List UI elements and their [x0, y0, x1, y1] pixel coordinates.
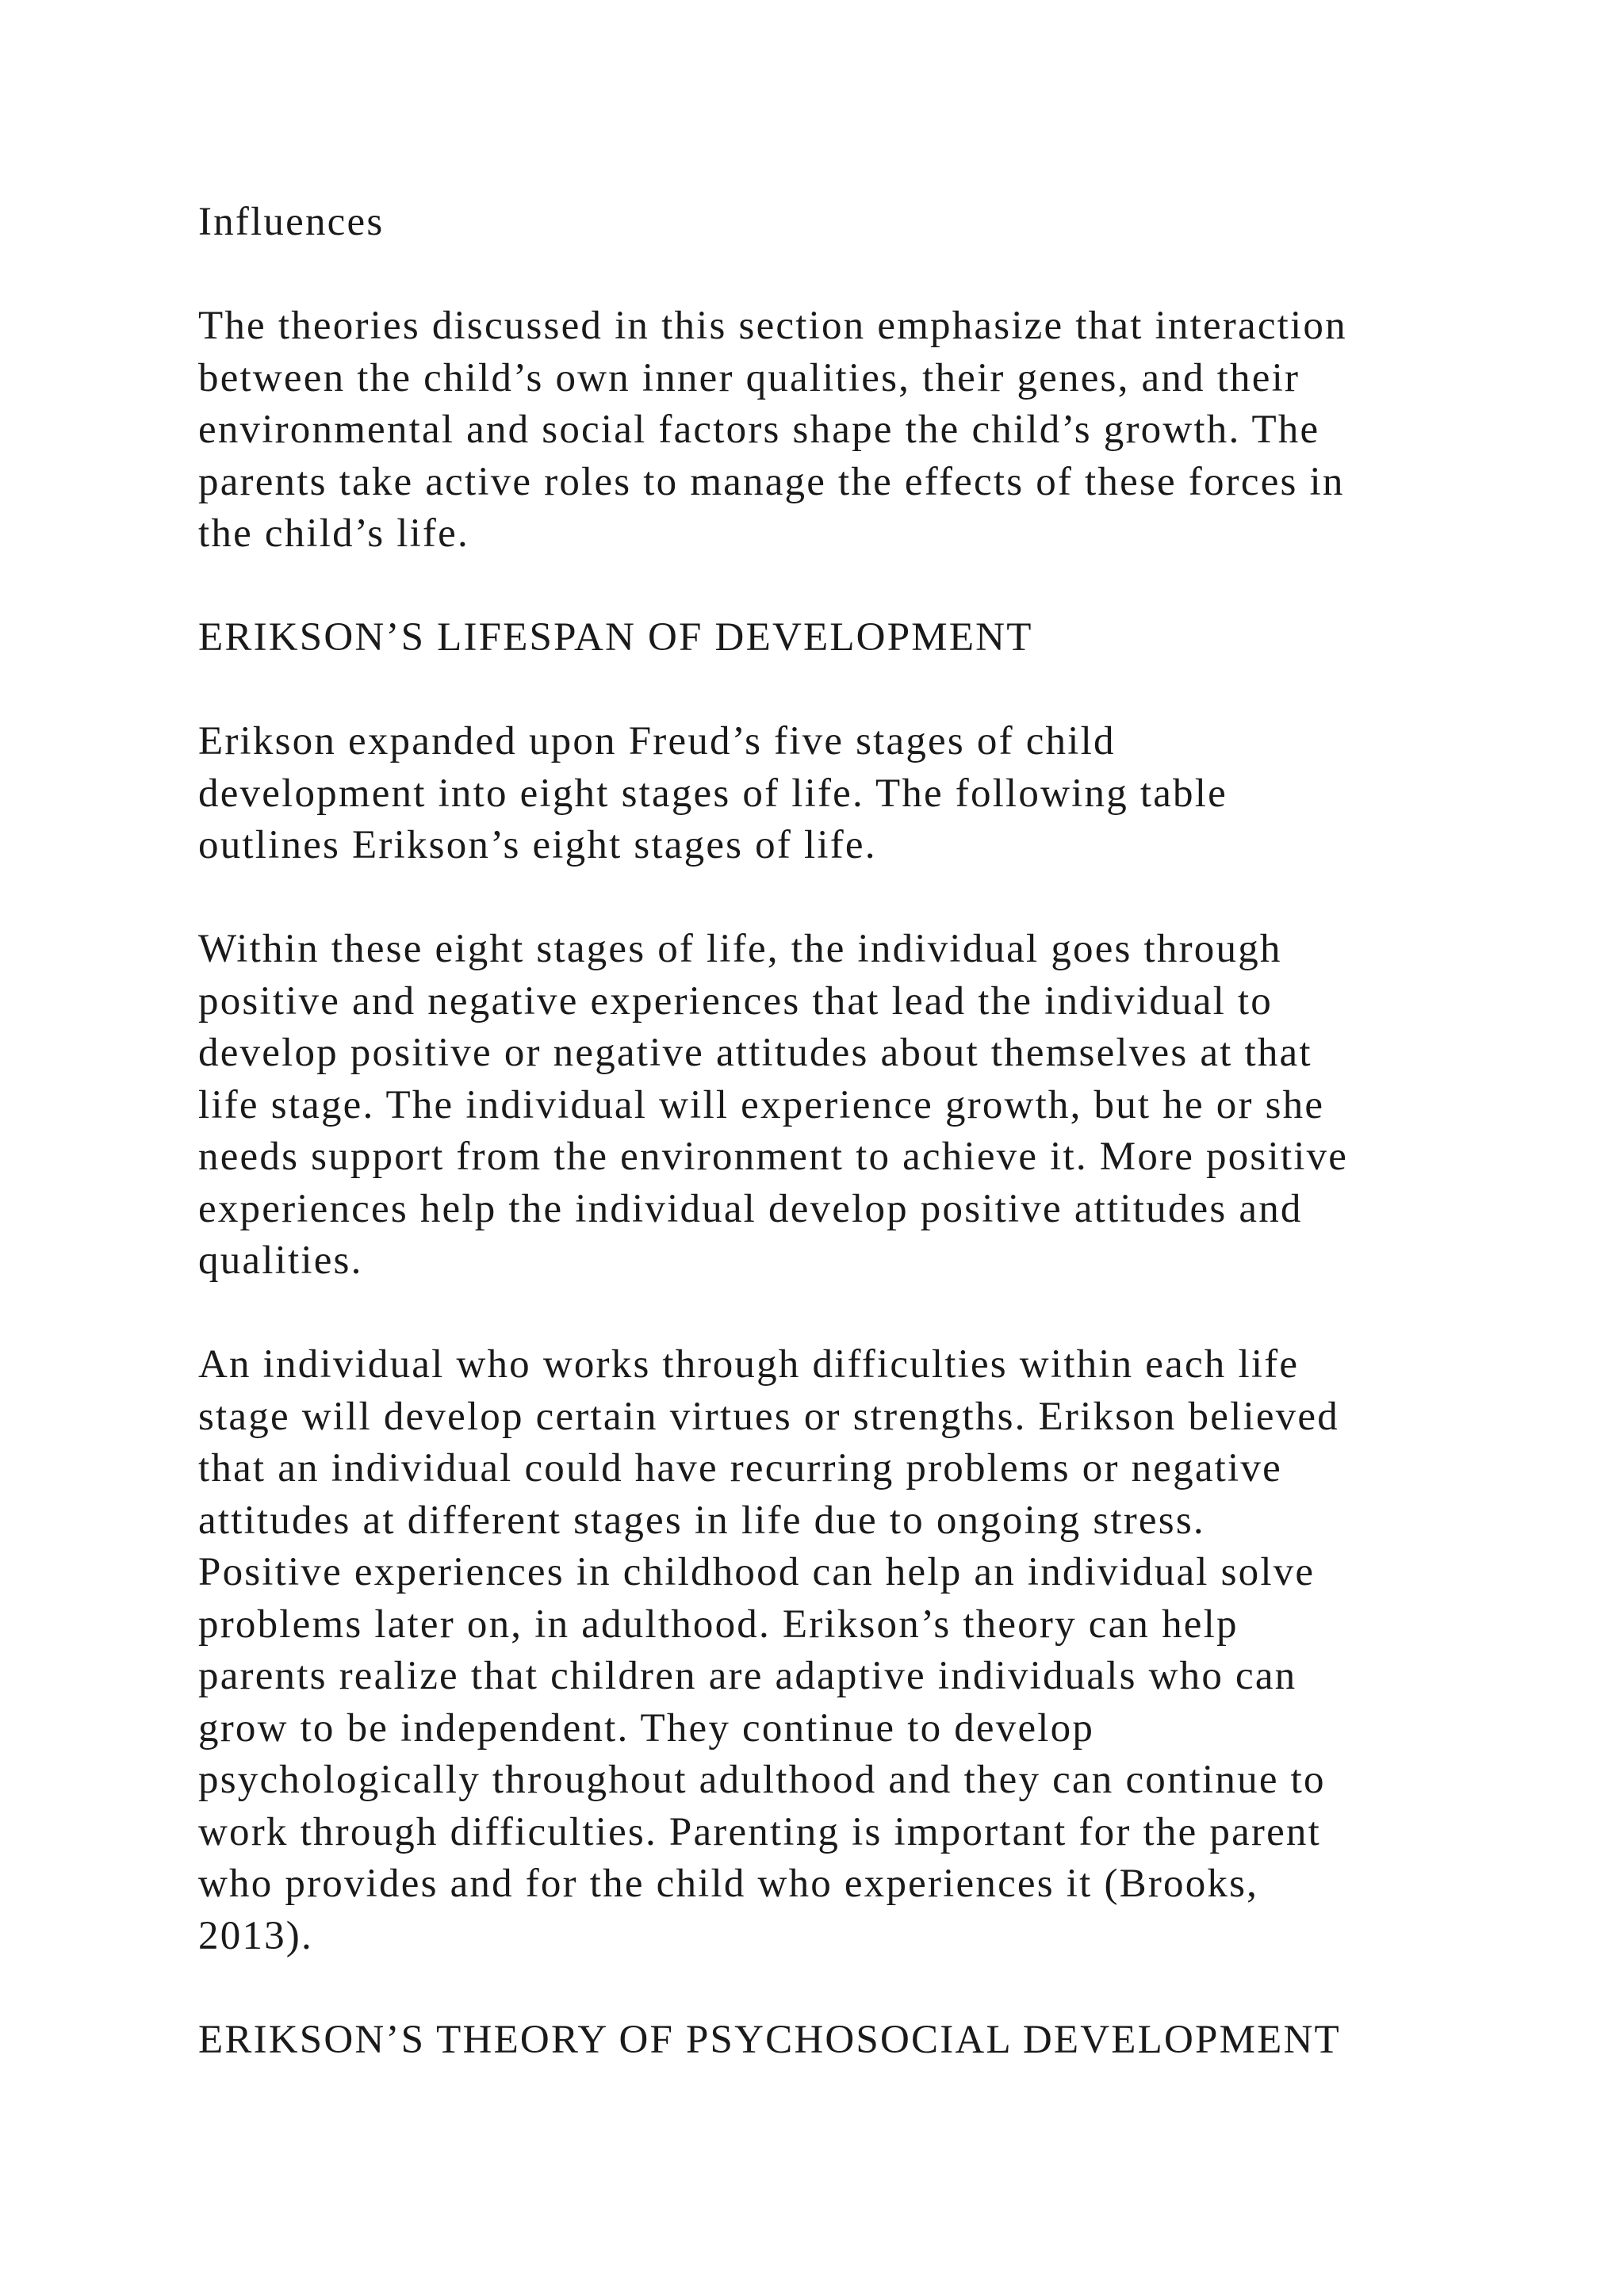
document-page — [198, 197, 1507, 2118]
paragraph-eight-stages: Within these eight stages of life, the individual goes through positive and negative experiences that lead the individual to develop positive or negative attitudes about themselves at that life stage. The individual will experience growth, but he or she needs support from the environment to achieve it. More positive experiences help the individual develop positive attitudes and qualities. — [198, 927, 1349, 1283]
section-title: Influences — [198, 200, 385, 244]
paragraph-erikson-expanded: Erikson expanded upon Freud’s five stages of child development into eight stages of life. The following table outlines Erikson’s eight stages of life. — [198, 719, 1228, 867]
heading-lifespan-of-development: ERIKSON’S LIFESPAN OF DEVELOPMENT — [198, 615, 1033, 660]
paragraph-influences-intro: The theories discussed in this section emphasize that interaction between the child’s own inner qualities, their genes, and their environmental and social factors shape the child’s growth. The parents take active roles to manage the effects of these forces in the child’s life. — [198, 304, 1347, 556]
heading-psychosocial-development: ERIKSON’S THEORY OF PSYCHOSOCIAL DEVELOPMENT — [198, 2017, 1341, 2062]
paragraph-virtues-strengths: An individual who works through difficulties within each life stage will develop certain virtues or strengths. Erikson believed that an individual could have recurring problems or negative attitudes at different stages in life due to ongoing stress. Positive experiences in childhood can help an individual solve problems later on, in adulthood. Erikson’s theory can help parents realize that children are adaptive individuals who can grow to be independent. They continue to develop psychologically throughout adulthood and they can continue to work through difficulties. Parenting is important for the parent who provides and for the child who experiences it (Brooks, 2013). — [198, 1342, 1339, 1958]
